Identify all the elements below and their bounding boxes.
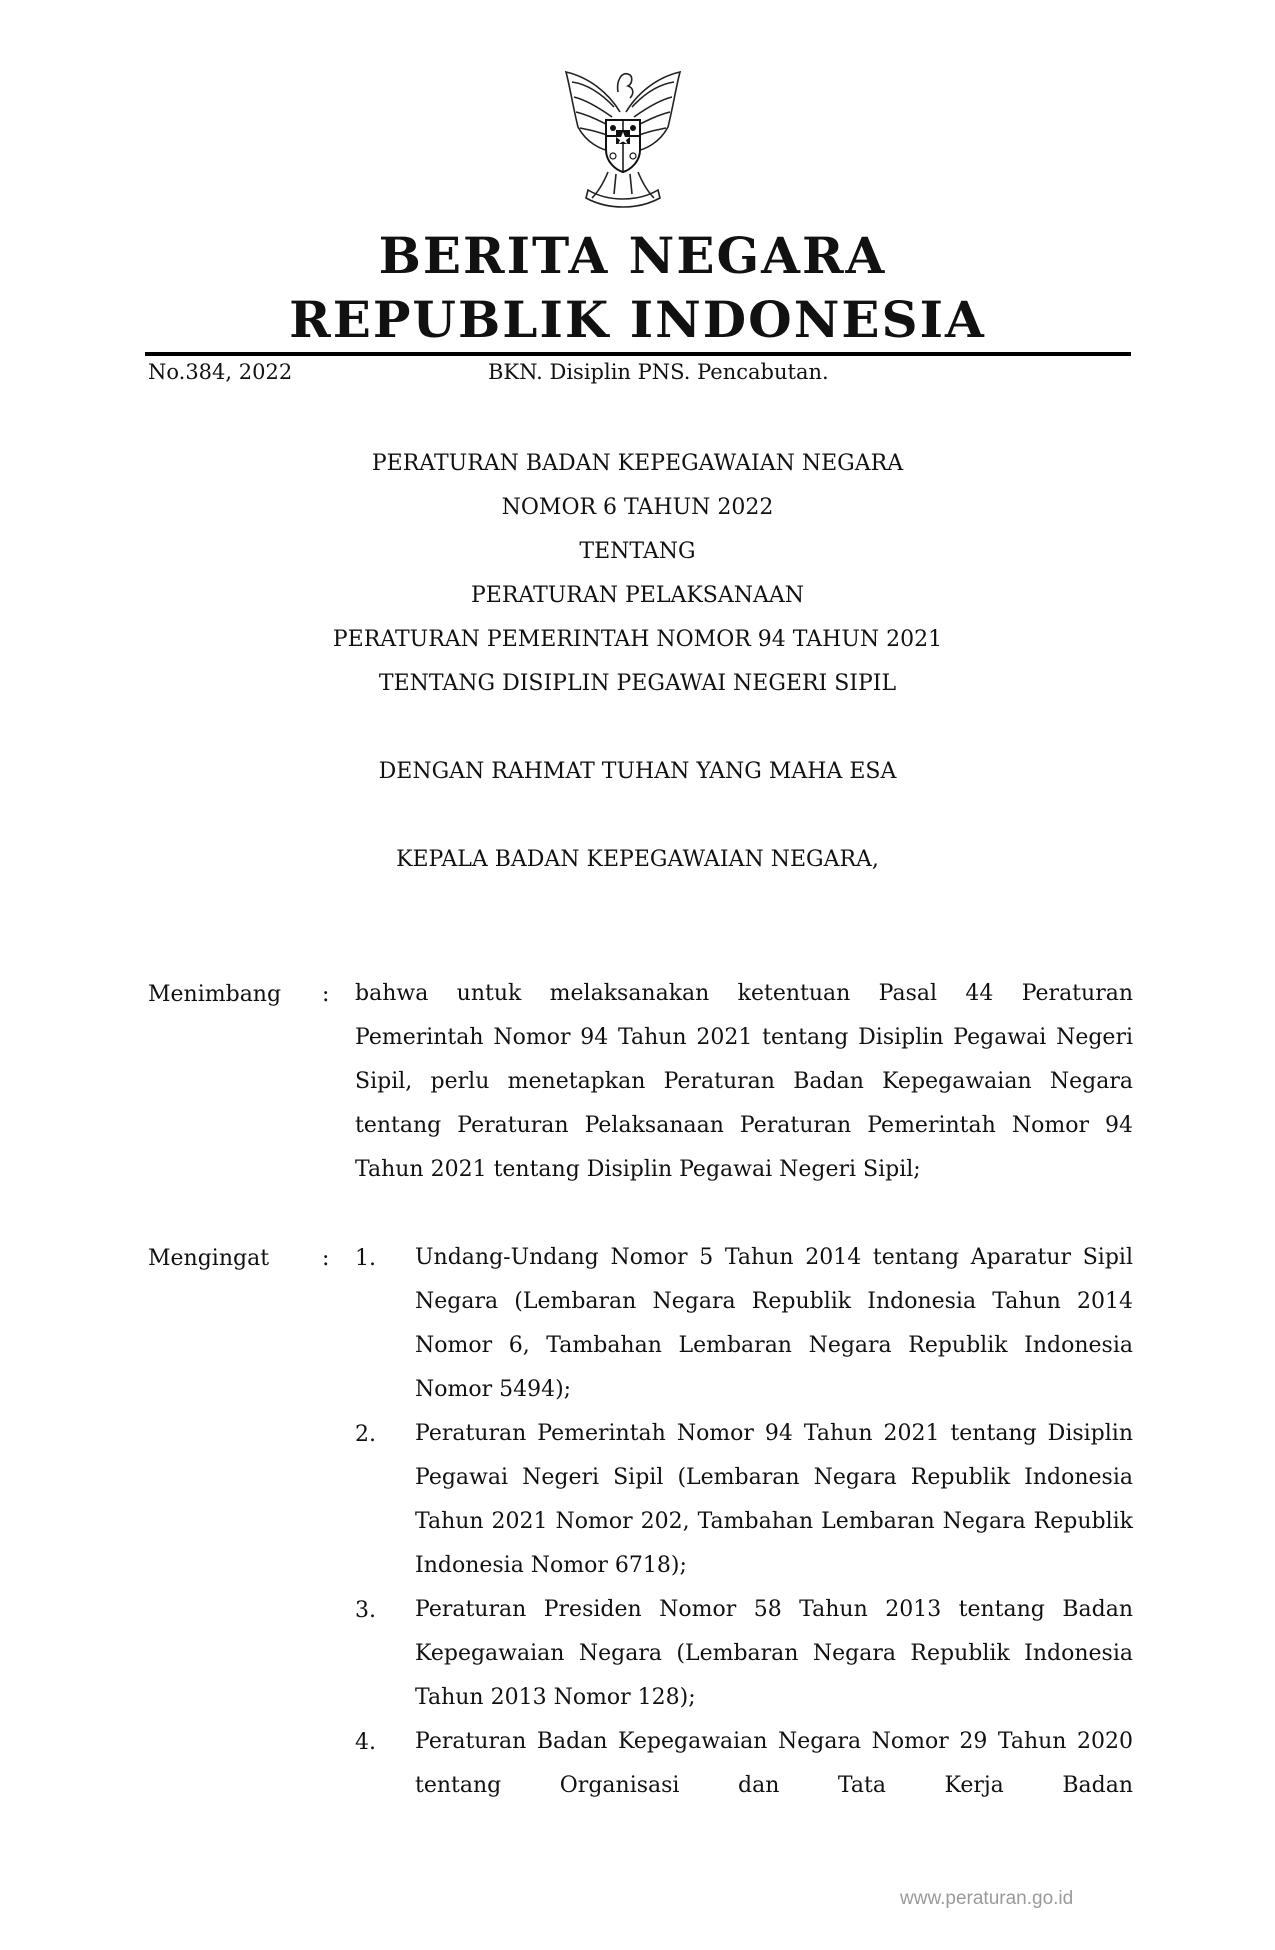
list-item: Peraturan Badan Kepegawaian Negara Nomor 29 Tahun 2020 tentang Organisasi dan Tata Kerja Badan (415, 1729, 1133, 1798)
footer-url[interactable]: www.peraturan.go.id (900, 1888, 1074, 1909)
list-item-number: 3. (355, 1598, 376, 1623)
heading-line: NOMOR 6 TAHUN 2022 (501, 495, 774, 520)
heading-line: PERATURAN BADAN KEPEGAWAIAN NEGARA (371, 451, 904, 476)
menimbang-text: bahwa untuk melaksanakan ketentuan Pasal 44 Peraturan Pemerintah Nomor 94 Tahun 2021 tentang Disiplin Pegawai Negeri Sipil, perlu menetapkan Peraturan Badan Kepegawaian Negara tentang Peraturan Pelaksanaan Peraturan Pemerintah Nomor 94 Tahun 2021 tentang Disiplin Pegawai Negeri Sipil; (355, 981, 1133, 1182)
menimbang-label: Menimbang (148, 982, 282, 1007)
header-divider (145, 352, 1131, 356)
list-item: Peraturan Presiden Nomor 58 Tahun 2013 tentang Badan Kepegawaian Negara (Lembaran Negara Republik Indonesia Tahun 2013 Nomor 128); (415, 1597, 1133, 1710)
heading-line: PERATURAN PELAKSANAAN (470, 583, 805, 608)
official-title: KEPALA BADAN KEPEGAWAIAN NEGARA, (396, 847, 879, 872)
title-line-2: REPUBLIK INDONESIA (289, 290, 986, 349)
heading-line: TENTANG DISIPLIN PEGAWAI NEGERI SIPIL (378, 671, 897, 696)
garuda-emblem-icon (548, 52, 698, 212)
list-item-number: 4. (355, 1730, 376, 1755)
invocation: DENGAN RAHMAT TUHAN YANG MAHA ESA (378, 759, 897, 784)
list-item: Undang-Undang Nomor 5 Tahun 2014 tentang Aparatur Sipil Negara (Lembaran Negara Republik Indonesia Tahun 2014 Nomor 6, Tambahan Lembaran Negara Republik Indonesia Nomor 5494); (415, 1245, 1133, 1402)
heading-line: PERATURAN PEMERINTAH NOMOR 94 TAHUN 2021 (332, 627, 943, 652)
list-item: Peraturan Pemerintah Nomor 94 Tahun 2021 tentang Disiplin Pegawai Negeri Sipil (Lembaran Negara Republik Indonesia Tahun 2021 Nomor 202, Tambahan Lembaran Negara Republik Indonesia Nomor 6718); (415, 1421, 1133, 1578)
gazette-subject: BKN. Disiplin PNS. Pencabutan. (488, 360, 829, 384)
menimbang-colon: : (322, 982, 330, 1007)
heading-line: TENTANG (579, 539, 696, 564)
mengingat-colon: : (322, 1246, 330, 1271)
gazette-number: No.384, 2022 (148, 360, 293, 384)
list-item-number: 2. (355, 1422, 376, 1447)
mengingat-label: Mengingat (148, 1246, 270, 1271)
list-item-number: 1. (355, 1246, 376, 1271)
title-line-1: BERITA NEGARA (378, 226, 887, 285)
